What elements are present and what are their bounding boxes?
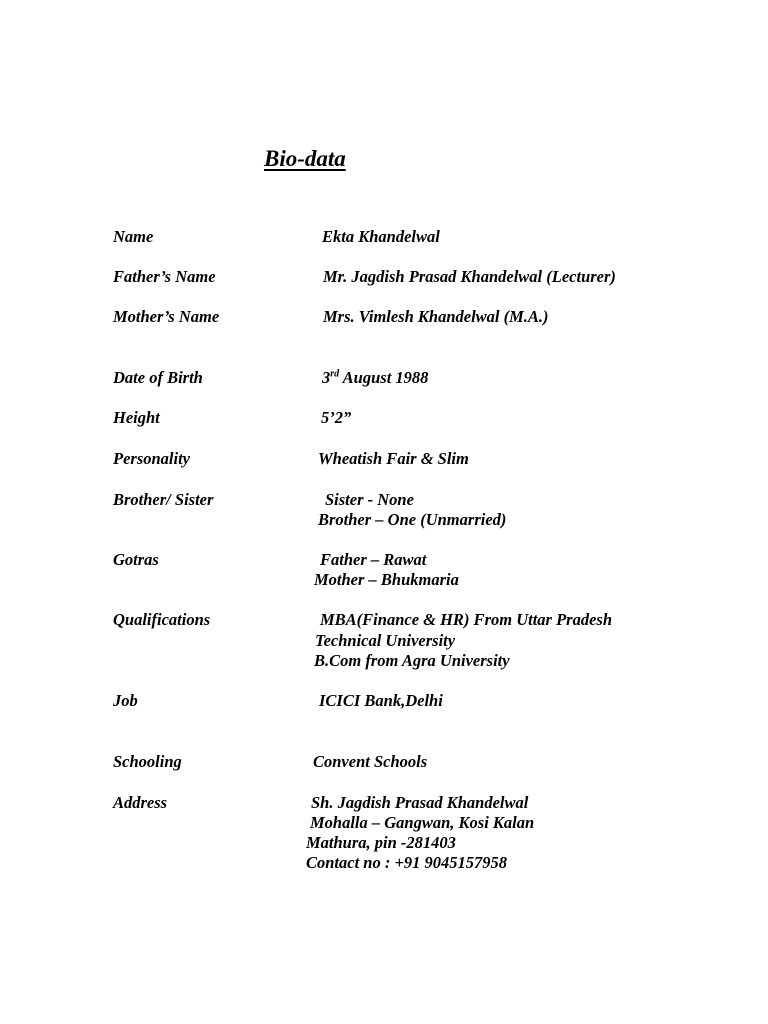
name-value: Ekta Khandelwal [322, 227, 440, 246]
mother-name-value: Mrs. Vimlesh Khandelwal (M.A.) [323, 307, 549, 326]
height-label: Height [113, 408, 160, 427]
address-line: Mathura, pin -281403 [306, 833, 456, 852]
address-line: Mohalla – Gangwan, Kosi Kalan [310, 813, 535, 832]
dob-suffix: rd [330, 368, 340, 380]
gotras-line: Father – Rawat [320, 550, 427, 569]
dob-day: 3 [322, 368, 331, 387]
schooling-value: Convent Schools [313, 752, 428, 771]
address-line: Contact no : +91 9045157958 [306, 853, 507, 872]
siblings-line: Brother – One (Unmarried) [318, 510, 507, 529]
address-label: Address [113, 793, 168, 812]
father-name-value: Mr. Jagdish Prasad Khandelwal (Lecturer) [323, 267, 616, 286]
page-title: Bio-data [264, 146, 346, 171]
father-name-label: Father’s Name [113, 267, 216, 286]
job-value: ICICI Bank,Delhi [319, 691, 443, 710]
height-value: 5’2” [321, 408, 352, 427]
dob-value [322, 370, 428, 387]
mother-name-label: Mother’s Name [113, 307, 220, 326]
address-line: Sh. Jagdish Prasad Khandelwal [311, 793, 529, 812]
gotras-line: Mother – Bhukmaria [314, 570, 459, 589]
personality-value: Wheatish Fair & Slim [318, 449, 469, 468]
gotras-label: Gotras [113, 550, 159, 569]
qualifications-line: Technical University [315, 631, 456, 650]
dob-rest: August 1988 [339, 368, 429, 387]
schooling-label: Schooling [113, 752, 182, 771]
personality-label: Personality [113, 449, 190, 468]
siblings-label: Brother/ Sister [113, 490, 214, 509]
siblings-line: Sister - None [325, 490, 414, 509]
name-label: Name [113, 227, 154, 246]
qualifications-line: MBA(Finance & HR) From Uttar Pradesh [320, 610, 612, 629]
dob-label: Date of Birth [113, 368, 203, 387]
job-label: Job [113, 691, 138, 710]
qualifications-line: B.Com from Agra University [314, 651, 510, 670]
qualifications-label: Qualifications [113, 610, 211, 629]
